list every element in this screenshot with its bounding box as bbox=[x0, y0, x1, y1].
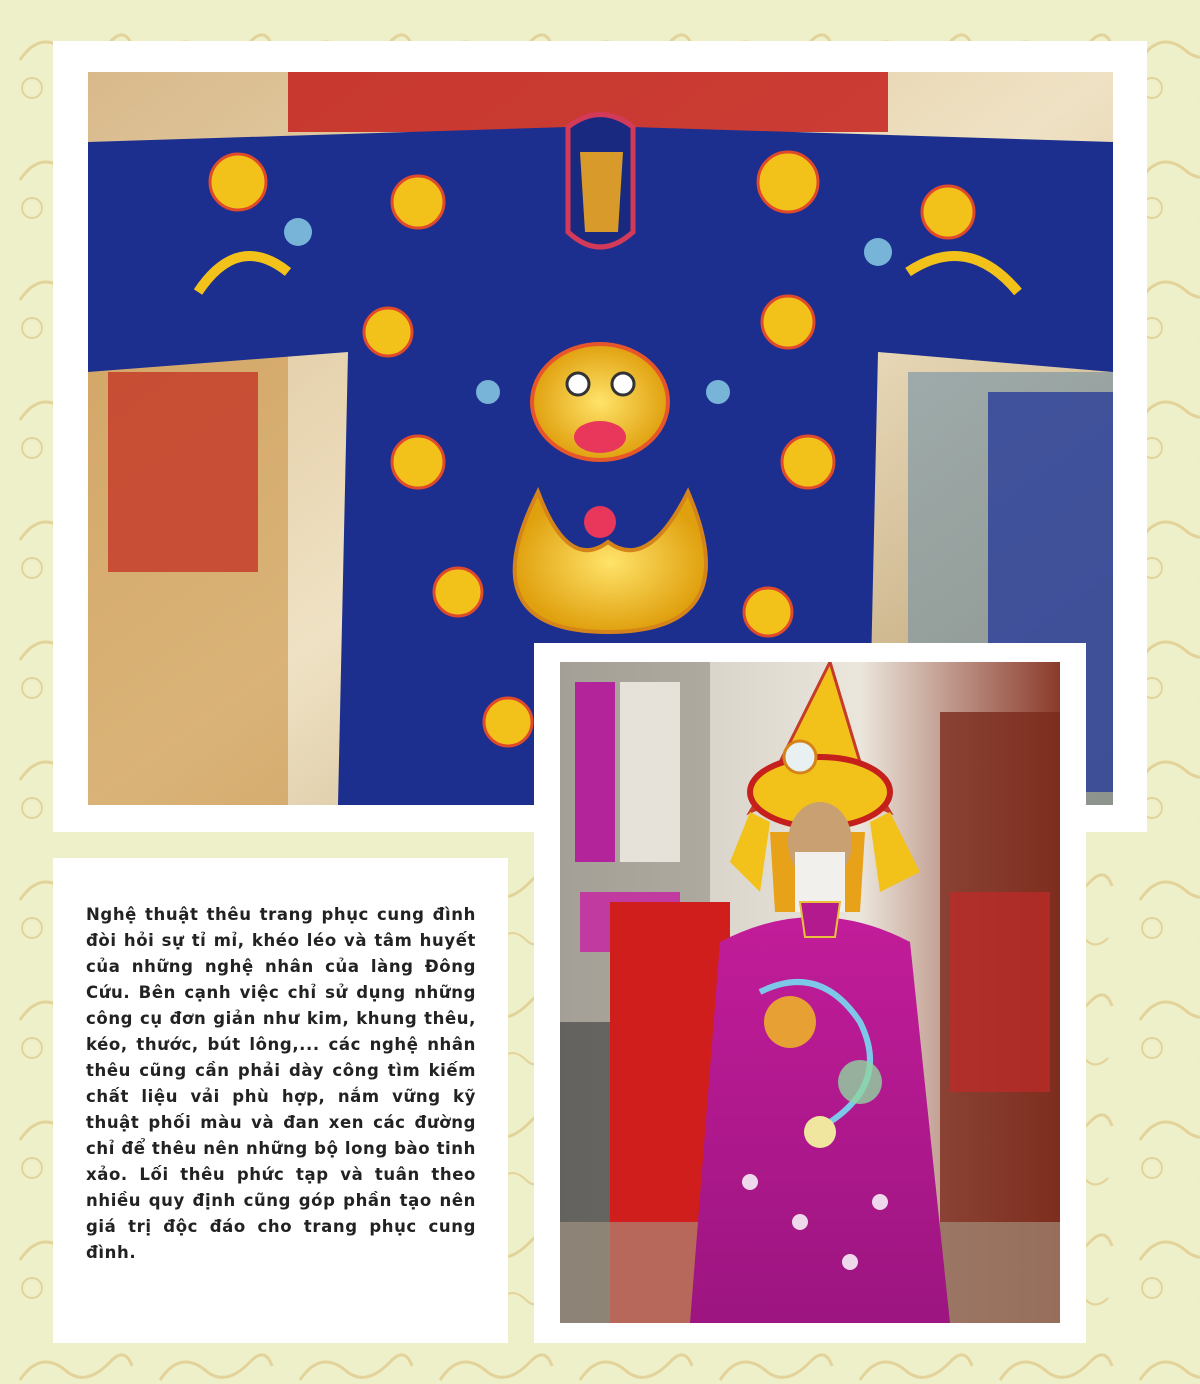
magenta-phoenix-robe-photo bbox=[560, 662, 1060, 1323]
caption-text: Nghệ thuật thêu trang phục cung đình đòi hỏi sự tỉ mỉ, khéo léo và tâm huyết của những nghệ nhân của làng Đông Cứu. Bên cạnh việc chỉ sử dụng những công cụ đơn giản như kim, khung thêu, kéo, thước, bút lông,... các nghệ nhân thêu cũng cần phải dày công tìm kiếm chất liệu vải phù hợp, nắm vững kỹ thuật phối màu và đan xen các đường chỉ để thêu nên những bộ long bào tinh xảo. Lối thêu phức tạp và tuân theo nhiều quy định cũng góp phần tạo nên giá trị độc đáo cho trang phục cung đình. bbox=[86, 905, 477, 1262]
caption-card bbox=[53, 858, 508, 1343]
